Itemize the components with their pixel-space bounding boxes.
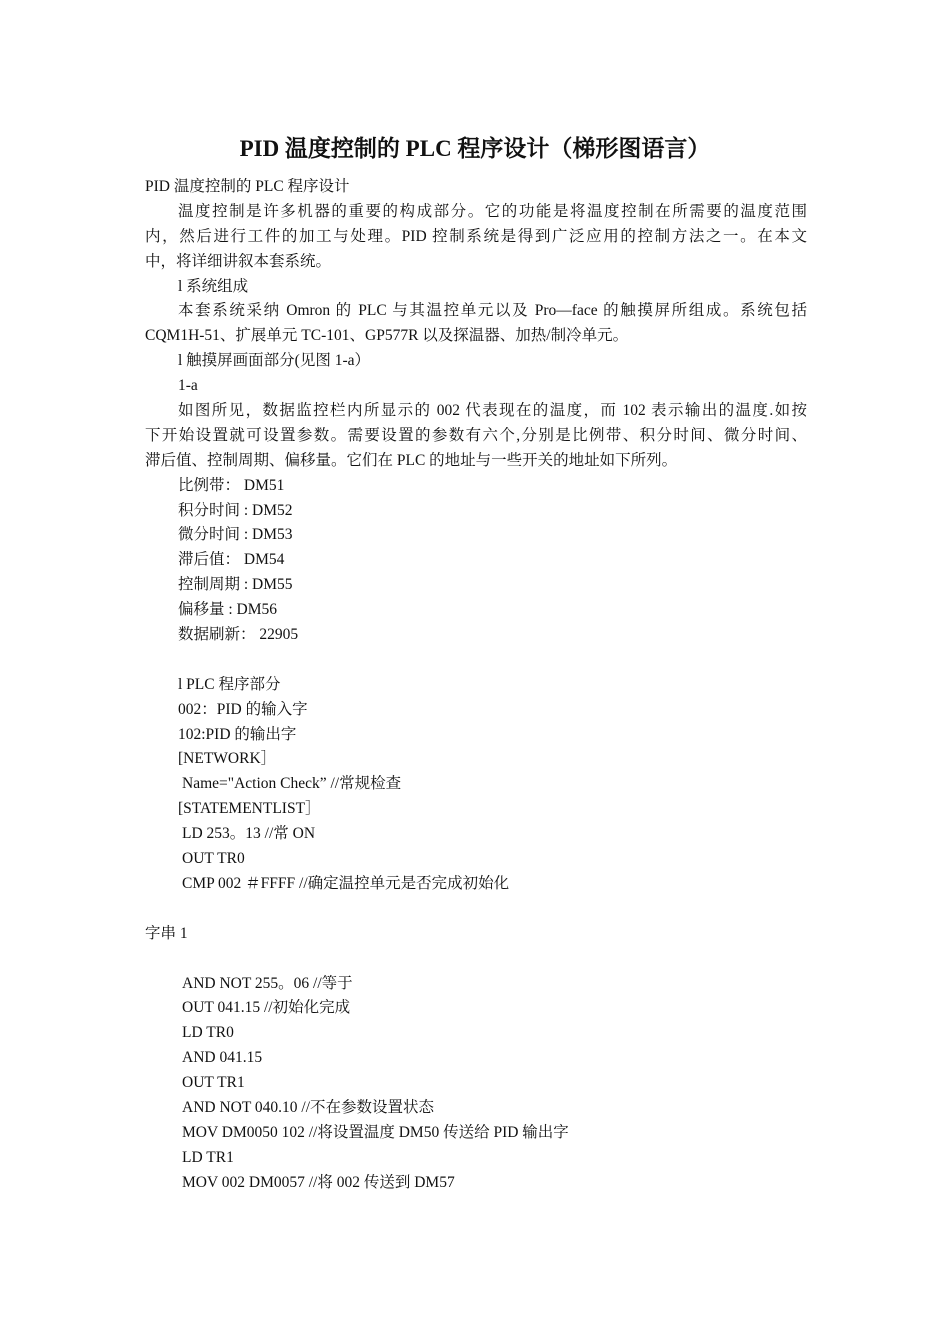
code-line: AND 041.15: [182, 1049, 263, 1067]
code-line: AND NOT 255。06 //等于: [182, 974, 353, 992]
paragraph-line: 温度控制是许多机器的重要的构成部分。它的功能是将温度控制在所需要的温度范围: [178, 202, 807, 220]
blank-line: [145, 648, 807, 673]
document-title: PID 温度控制的 PLC 程序设计（梯形图语言）: [239, 136, 711, 161]
code-line: MOV 002 DM0057 //将 002 传送到 DM57: [182, 1173, 455, 1191]
section-heading: l 系统组成: [178, 277, 249, 295]
parameter-line: 比例带： DM51: [178, 476, 285, 494]
code-line: AND NOT 040.10 //不在参数设置状态: [182, 1098, 435, 1116]
code-line: [STATEMENTLIST］: [178, 800, 321, 818]
parameter-line: 滞后值： DM54: [178, 551, 285, 569]
section-heading: l PLC 程序部分: [178, 675, 281, 693]
paragraph-line: 滞后值、控制周期、偏移量。它们在 PLC 的地址与一些开关的地址如下所列。: [145, 451, 678, 469]
code-line: LD TR1: [182, 1148, 234, 1166]
code-line: MOV DM0050 102 //将设置温度 DM50 传送给 PID 输出字: [182, 1123, 569, 1141]
code-line: 102:PID 的输出字: [178, 725, 297, 743]
paragraph-line: CQM1H-51、扩展单元 TC-101、GP577R 以及探温器、加热/制冷单元。: [145, 327, 629, 345]
document-body: [145, 175, 807, 1196]
paragraph-line: 内，然后进行工件的加工与处理。PID 控制系统是得到广泛应用的控制方法之一。在本文: [145, 227, 807, 245]
code-line: 字串 1: [145, 924, 188, 942]
code-line: CMP 002 ＃FFFF //确定温控单元是否完成初始化: [182, 874, 510, 892]
subtitle-line: PID 温度控制的 PLC 程序设计: [145, 178, 350, 195]
paragraph-line: 如图所见，数据监控栏内所显示的 002 代表现在的温度，而 102 表示输出的温度.如按: [178, 402, 807, 420]
parameter-line: 数据刷新： 22905: [178, 626, 299, 644]
figure-label: 1-a: [178, 377, 198, 395]
blank-line: [145, 897, 807, 922]
code-line: Name="Action Check” //常规检查: [182, 775, 402, 793]
code-line: OUT 041.15 //初始化完成: [182, 999, 351, 1017]
paragraph-line: 中，将详细讲叙本套系统。: [145, 252, 332, 270]
parameter-line: 积分时间 : DM52: [178, 501, 293, 519]
code-line: OUT TR1: [182, 1074, 245, 1092]
paragraph-line: 下开始设置就可设置参数。需要设置的参数有六个,分别是比例带、积分时间、微分时间、: [145, 426, 807, 444]
code-line: 002：PID 的输入字: [178, 700, 308, 718]
code-line: OUT TR0: [182, 850, 245, 868]
parameter-line: 微分时间 : DM53: [178, 526, 293, 544]
blank-line: [145, 947, 807, 972]
code-line: LD 253。13 //常 ON: [182, 825, 316, 843]
parameter-line: 偏移量 : DM56: [178, 601, 278, 619]
section-heading: l 触摸屏画面部分(见图 1-a）: [178, 352, 371, 370]
parameter-line: 控制周期 : DM55: [178, 576, 293, 594]
code-line: LD TR0: [182, 1024, 234, 1042]
paragraph-line: 本套系统采纳 Omron 的 PLC 与其温控单元以及 Pro—face 的触摸屏所组成。系统包括: [178, 302, 807, 320]
code-line: [NETWORK］: [178, 750, 277, 768]
